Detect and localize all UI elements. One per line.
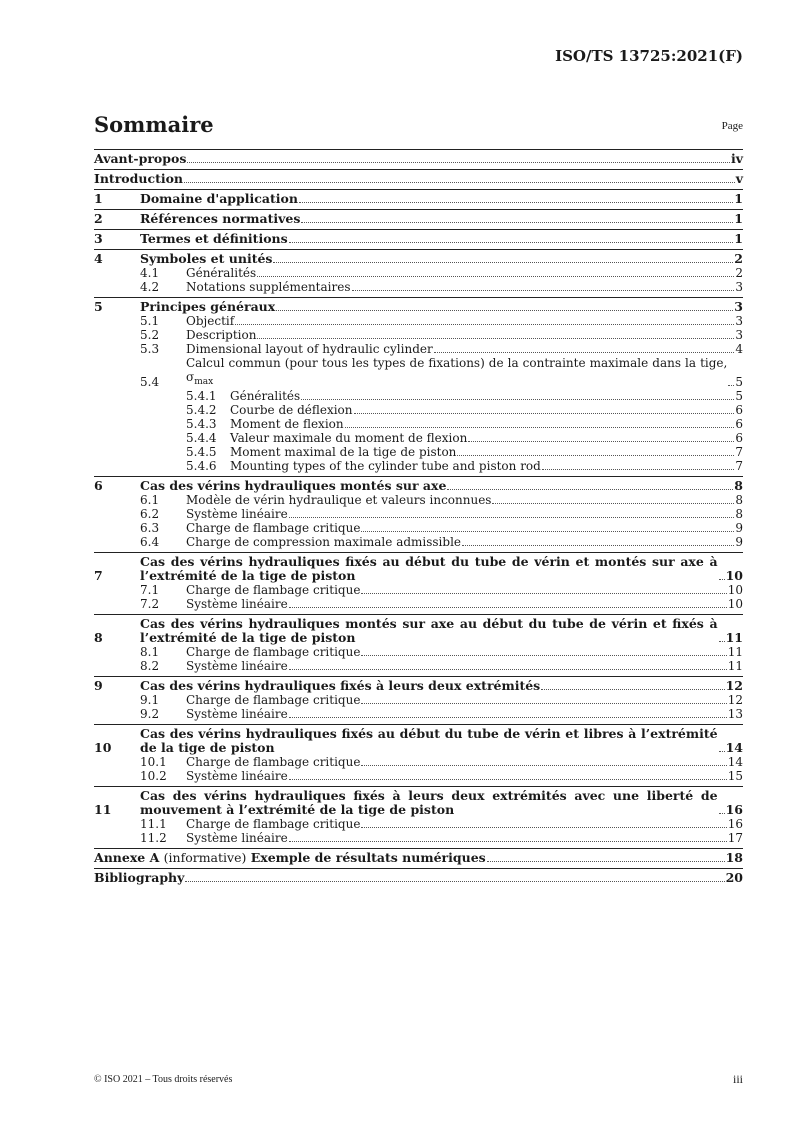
toc-entry-number: 9.2	[140, 707, 160, 721]
toc-entry[interactable]	[94, 328, 743, 342]
toc-entry-page: 5	[735, 389, 743, 403]
toc-entry-page: v	[735, 171, 743, 186]
toc-entry-page: 1	[734, 191, 743, 206]
toc-entry-title	[186, 507, 288, 521]
toc-entry[interactable]	[94, 831, 743, 845]
toc-entry[interactable]	[94, 535, 743, 549]
toc-entry[interactable]	[94, 212, 743, 226]
toc-entry-text: Généralités	[230, 389, 301, 403]
toc-entry[interactable]	[94, 232, 743, 246]
dot-leader	[719, 813, 725, 814]
toc-entry-title	[94, 172, 183, 186]
toc-entry[interactable]	[94, 314, 743, 328]
toc-entry-number: 9	[94, 678, 103, 693]
toc-entry-title	[94, 152, 186, 166]
toc-entry-text: Calcul commun (pour tous les types de fixations) de la contrainte maximale dans la tige, σ	[186, 356, 728, 384]
toc-entry-text: Charge de compression maximale admissible	[186, 535, 462, 549]
dot-leader	[289, 779, 727, 780]
toc-entry-number: 5.4.2	[186, 403, 217, 417]
toc-section	[94, 249, 743, 297]
dot-leader	[719, 579, 725, 580]
toc-entry-text: Cas des vérins hydrauliques montés sur axe au début du tube de vérin et fixés à l’extrémité de la tige de piston	[140, 616, 718, 645]
sigma-subscript: max	[194, 377, 214, 387]
toc-entry-number: 8	[94, 630, 103, 645]
toc-entry-page: 16	[725, 802, 743, 817]
toc-entry-title	[140, 555, 718, 583]
toc-entry-number: 8.1	[140, 645, 160, 659]
toc-entry-number: 7.1	[140, 583, 160, 597]
toc-entry-title	[186, 769, 288, 783]
toc-entry[interactable]	[94, 555, 743, 583]
toc-entry-page: 20	[725, 870, 743, 885]
dot-leader	[719, 751, 725, 752]
toc-entry-text: Mounting types of the cylinder tube and piston rod	[230, 459, 541, 473]
toc-entry-title	[186, 831, 288, 845]
toc-entry[interactable]	[94, 789, 743, 817]
table-of-contents	[94, 149, 743, 888]
toc-entry-title	[94, 871, 184, 885]
toc-section	[94, 169, 743, 189]
toc-entry-text: Notations supplémentaires	[186, 280, 351, 294]
toc-entry-page: 16	[727, 817, 743, 831]
dot-leader	[487, 861, 725, 862]
toc-entry-title	[186, 659, 288, 673]
toc-entry-number: 5.4.5	[186, 445, 217, 459]
toc-entry-text: Moment de flexion	[230, 417, 344, 431]
toc-entry-text: Charge de flambage critique	[186, 693, 361, 707]
toc-entry-title	[230, 389, 300, 403]
toc-entry[interactable]	[94, 493, 743, 507]
toc-entry-page: 1	[734, 231, 743, 246]
toc-section	[94, 552, 743, 614]
toc-entry-number: 6.1	[140, 493, 160, 507]
toc-entry-number: 2	[94, 211, 103, 226]
toc-entry-text: Cas des vérins hydrauliques fixés au début du tube de vérin et montés sur axe à l’extrémité de la tige de piston	[140, 554, 718, 583]
toc-entry-number: 10.1	[140, 755, 167, 769]
toc-section	[94, 614, 743, 676]
toc-entry-number: 10	[94, 740, 112, 755]
toc-entry-number: 8.2	[140, 659, 160, 673]
toc-section	[94, 724, 743, 786]
dot-leader	[361, 827, 726, 828]
toc-entry[interactable]	[94, 300, 743, 314]
dot-leader	[235, 324, 734, 325]
toc-section	[94, 868, 743, 888]
dot-leader	[728, 385, 734, 386]
dot-leader	[289, 517, 735, 518]
toc-entry-page: 8	[735, 493, 743, 507]
toc-entry[interactable]	[94, 659, 743, 673]
toc-entry-number: 5.4	[140, 375, 160, 389]
toc-entry-text: Références normatives	[140, 211, 301, 226]
toc-entry[interactable]	[94, 342, 743, 356]
toc-entry-number: 6	[94, 478, 103, 493]
dot-leader	[352, 290, 735, 291]
toc-entry-text: Bibliography	[94, 870, 185, 885]
toc-entry-number: 5.4.6	[186, 459, 217, 473]
toc-entry-text: Système linéaire	[186, 597, 288, 611]
toc-entry-title	[186, 755, 360, 769]
toc-section	[94, 149, 743, 169]
toc-entry-text: Termes et définitions	[140, 231, 288, 246]
toc-entry[interactable]	[94, 252, 743, 266]
toc-entry-title	[140, 212, 300, 226]
toc-entry-text: Courbe de déflexion	[230, 403, 353, 417]
toc-entry[interactable]	[94, 617, 743, 645]
dot-leader	[434, 352, 735, 353]
toc-section	[94, 189, 743, 209]
toc-entry[interactable]	[94, 679, 743, 693]
toc-entry-text: Système linéaire	[186, 507, 288, 521]
toc-entry-title	[186, 693, 360, 707]
dot-leader	[361, 703, 726, 704]
toc-entry-number: 9.1	[140, 693, 160, 707]
toc-entry-text: Avant-propos	[94, 151, 187, 166]
toc-entry-page: 12	[727, 693, 743, 707]
toc-entry-number: 11.1	[140, 817, 167, 831]
toc-entry-title	[186, 535, 461, 549]
toc-entry-text: Charge de flambage critique	[186, 645, 361, 659]
toc-entry-page: 9	[735, 535, 743, 549]
dot-leader	[289, 242, 734, 243]
toc-entry-page: 15	[727, 769, 743, 783]
toc-section	[94, 786, 743, 848]
toc-entry-number: 1	[94, 191, 103, 206]
toc-entry-text: Cas des vérins hydrauliques montés sur axe	[140, 478, 447, 493]
toc-entry-title	[140, 300, 275, 314]
dot-leader	[361, 593, 726, 594]
toc-entry-page: 3	[734, 299, 743, 314]
dot-leader	[257, 276, 734, 277]
toc-entry[interactable]	[94, 521, 743, 535]
toc-entry-page: 1	[734, 211, 743, 226]
dot-leader	[345, 427, 735, 428]
toc-entry-number: 4.2	[140, 280, 160, 294]
toc-entry-number: 5.4.4	[186, 431, 217, 445]
annex-title: Exemple de résultats numériques	[250, 850, 486, 865]
toc-entry-title	[230, 417, 344, 431]
toc-entry-page: 10	[725, 568, 743, 583]
toc-entry-title	[230, 459, 541, 473]
toc-entry-title	[230, 445, 456, 459]
toc-entry[interactable]	[94, 356, 743, 389]
toc-entry-title	[186, 280, 351, 294]
toc-entry-text: Généralités	[186, 266, 257, 280]
toc-entry-text: Dimensional layout of hydraulic cylinder	[186, 342, 433, 356]
toc-entry-text: Système linéaire	[186, 831, 288, 845]
toc-entry[interactable]	[94, 389, 743, 403]
toc-entry-title	[230, 403, 353, 417]
annex-type: (informative)	[163, 850, 247, 865]
toc-entry-number: 11	[94, 802, 112, 817]
toc-entry-title	[140, 727, 718, 755]
dot-leader	[354, 413, 735, 414]
toc-entry-title	[140, 232, 288, 246]
toc-entry-text: Charge de flambage critique	[186, 521, 361, 535]
toc-entry-number: 10.2	[140, 769, 167, 783]
toc-entry-text: Moment maximal de la tige de piston	[230, 445, 457, 459]
toc-entry-title	[186, 328, 256, 342]
dot-leader	[457, 455, 734, 456]
toc-entry-page: 3	[735, 328, 743, 342]
toc-entry-page: 2	[735, 266, 743, 280]
toc-entry-page: 6	[735, 403, 743, 417]
toc-entry-title	[230, 431, 467, 445]
toc-entry-title	[140, 252, 272, 266]
toc-entry-page: 18	[725, 850, 743, 865]
dot-leader	[299, 202, 733, 203]
dot-leader	[289, 669, 727, 670]
toc-entry-text: Cas des vérins hydrauliques fixés à leurs deux extrémités	[140, 678, 541, 693]
toc-entry-text: Système linéaire	[186, 659, 288, 673]
dot-leader	[301, 399, 734, 400]
toc-entry-text: Valeur maximale du moment de flexion	[230, 431, 468, 445]
annex-prefix: Annexe A	[94, 850, 160, 865]
toc-entry-page: 17	[727, 831, 743, 845]
toc-entry-title	[140, 789, 718, 817]
toc-entry-text: Charge de flambage critique	[186, 583, 361, 597]
dot-leader	[542, 469, 735, 470]
dot-leader	[187, 162, 730, 163]
toc-entry-number: 5.1	[140, 314, 160, 328]
toc-entry[interactable]	[94, 266, 743, 280]
dot-leader	[301, 222, 733, 223]
toc-entry-title	[186, 356, 727, 389]
toc-section	[94, 209, 743, 229]
toc-entry-page: 3	[735, 314, 743, 328]
dot-leader	[361, 765, 726, 766]
dot-leader	[447, 489, 733, 490]
dot-leader	[492, 503, 734, 504]
toc-entry-title	[186, 583, 360, 597]
toc-entry[interactable]	[94, 459, 743, 473]
toc-entry-number: 5	[94, 299, 103, 314]
toc-entry-page: 10	[727, 583, 743, 597]
toc-entry[interactable]	[94, 871, 743, 885]
toc-entry[interactable]	[94, 152, 743, 166]
page-title: Sommaire	[94, 112, 214, 137]
toc-entry-number: 6.3	[140, 521, 160, 535]
toc-entry-number: 6.4	[140, 535, 160, 549]
toc-entry-page: 8	[734, 478, 743, 493]
toc-entry-text: Objectif	[186, 314, 235, 328]
toc-entry-title	[186, 314, 234, 328]
toc-entry-title	[140, 679, 540, 693]
toc-entry-number: 11.2	[140, 831, 167, 845]
toc-entry-text: Principes généraux	[140, 299, 276, 314]
toc-entry[interactable]	[94, 172, 743, 186]
toc-entry[interactable]	[94, 280, 743, 294]
dot-leader	[257, 338, 734, 339]
dot-leader	[184, 182, 735, 183]
toc-entry[interactable]	[94, 431, 743, 445]
toc-entry-page: 11	[725, 630, 743, 645]
toc-entry-text: Système linéaire	[186, 707, 288, 721]
toc-section	[94, 297, 743, 476]
toc-entry-text: Domaine d'application	[140, 191, 298, 206]
toc-entry-number: 7.2	[140, 597, 160, 611]
toc-entry-number: 6.2	[140, 507, 160, 521]
toc-entry-text: Charge de flambage critique	[186, 755, 361, 769]
toc-entry-number: 7	[94, 568, 103, 583]
toc-entry-page: 12	[725, 678, 743, 693]
toc-entry-title	[186, 342, 433, 356]
footer-copyright: © ISO 2021 – Tous droits réservés	[94, 1074, 233, 1085]
page-column-label: Page	[721, 120, 743, 132]
toc-entry-text: Symboles et unités	[140, 251, 273, 266]
toc-entry-page: 7	[735, 459, 743, 473]
toc-entry-title	[186, 707, 288, 721]
toc-entry[interactable]	[94, 769, 743, 783]
toc-entry-title	[140, 479, 446, 493]
toc-entry-page: 4	[735, 342, 743, 356]
toc-entry-page: 14	[725, 740, 743, 755]
toc-entry[interactable]	[94, 445, 743, 459]
toc-entry-page: 6	[735, 431, 743, 445]
toc-entry[interactable]	[94, 851, 743, 865]
toc-entry[interactable]	[94, 645, 743, 659]
toc-entry-number: 5.2	[140, 328, 160, 342]
toc-entry-text: Description	[186, 328, 257, 342]
toc-entry-number: 5.3	[140, 342, 160, 356]
dot-leader	[276, 310, 733, 311]
toc-entry-number: 3	[94, 231, 103, 246]
toc-entry[interactable]	[94, 583, 743, 597]
toc-entry[interactable]	[94, 597, 743, 611]
dot-leader	[289, 607, 727, 608]
dot-leader	[185, 881, 724, 882]
toc-entry-number: 5.4.3	[186, 417, 217, 431]
toc-section	[94, 229, 743, 249]
toc-entry-text: Cas des vérins hydrauliques fixés à leurs deux extrémités avec une liberté de mouvement à l’extrémité de la tige de piston	[140, 788, 718, 817]
toc-section	[94, 476, 743, 552]
dot-leader	[289, 717, 727, 718]
toc-entry-number: 4	[94, 251, 103, 266]
toc-entry-title	[186, 493, 491, 507]
dot-leader	[273, 262, 733, 263]
toc-entry-text: Cas des vérins hydrauliques fixés au début du tube de vérin et libres à l’extrémité de la tige de piston	[140, 726, 718, 755]
toc-entry-number: 5.4.1	[186, 389, 217, 403]
toc-entry-page: 10	[727, 597, 743, 611]
toc-entry-title	[186, 266, 256, 280]
toc-entry-page: 11	[727, 645, 743, 659]
toc-entry-number: 4.1	[140, 266, 160, 280]
toc-entry-title	[186, 597, 288, 611]
dot-leader	[541, 689, 724, 690]
dot-leader	[462, 545, 734, 546]
toc-entry-text: Introduction	[94, 171, 184, 186]
toc-entry-title	[94, 851, 486, 865]
toc-section	[94, 848, 743, 868]
toc-entry-text: Système linéaire	[186, 769, 288, 783]
toc-entry-page: iv	[730, 151, 743, 166]
toc-entry-page: 3	[735, 280, 743, 294]
toc-entry-page: 9	[735, 521, 743, 535]
toc-entry-text: Charge de flambage critique	[186, 817, 361, 831]
toc-entry[interactable]	[94, 707, 743, 721]
toc-entry[interactable]	[94, 403, 743, 417]
toc-section	[94, 676, 743, 724]
toc-entry-title	[140, 617, 718, 645]
footer-page-number: iii	[732, 1072, 743, 1086]
toc-entry-page: 6	[735, 417, 743, 431]
toc-entry[interactable]	[94, 417, 743, 431]
toc-entry-page: 11	[727, 659, 743, 673]
toc-entry-page: 14	[727, 755, 743, 769]
toc-entry[interactable]	[94, 693, 743, 707]
toc-entry[interactable]	[94, 479, 743, 493]
toc-entry[interactable]	[94, 192, 743, 206]
toc-entry-title	[186, 645, 360, 659]
toc-entry-title	[186, 817, 360, 831]
toc-entry[interactable]	[94, 507, 743, 521]
toc-entry[interactable]	[94, 727, 743, 755]
toc-entry-title	[186, 521, 360, 535]
toc-entry-title	[140, 192, 298, 206]
dot-leader	[361, 531, 734, 532]
toc-entry-page: 7	[735, 445, 743, 459]
toc-entry-page: 5	[735, 375, 743, 389]
dot-leader	[289, 841, 727, 842]
toc-entry-page: 8	[735, 507, 743, 521]
dot-leader	[361, 655, 726, 656]
toc-entry[interactable]	[94, 755, 743, 769]
toc-entry-page: 2	[734, 251, 743, 266]
dot-leader	[468, 441, 734, 442]
document-id: ISO/TS 13725:2021(F)	[555, 47, 743, 65]
toc-entry[interactable]	[94, 817, 743, 831]
toc-entry-page: 13	[727, 707, 743, 721]
toc-entry-text: Modèle de vérin hydraulique et valeurs inconnues	[186, 493, 492, 507]
dot-leader	[719, 641, 725, 642]
